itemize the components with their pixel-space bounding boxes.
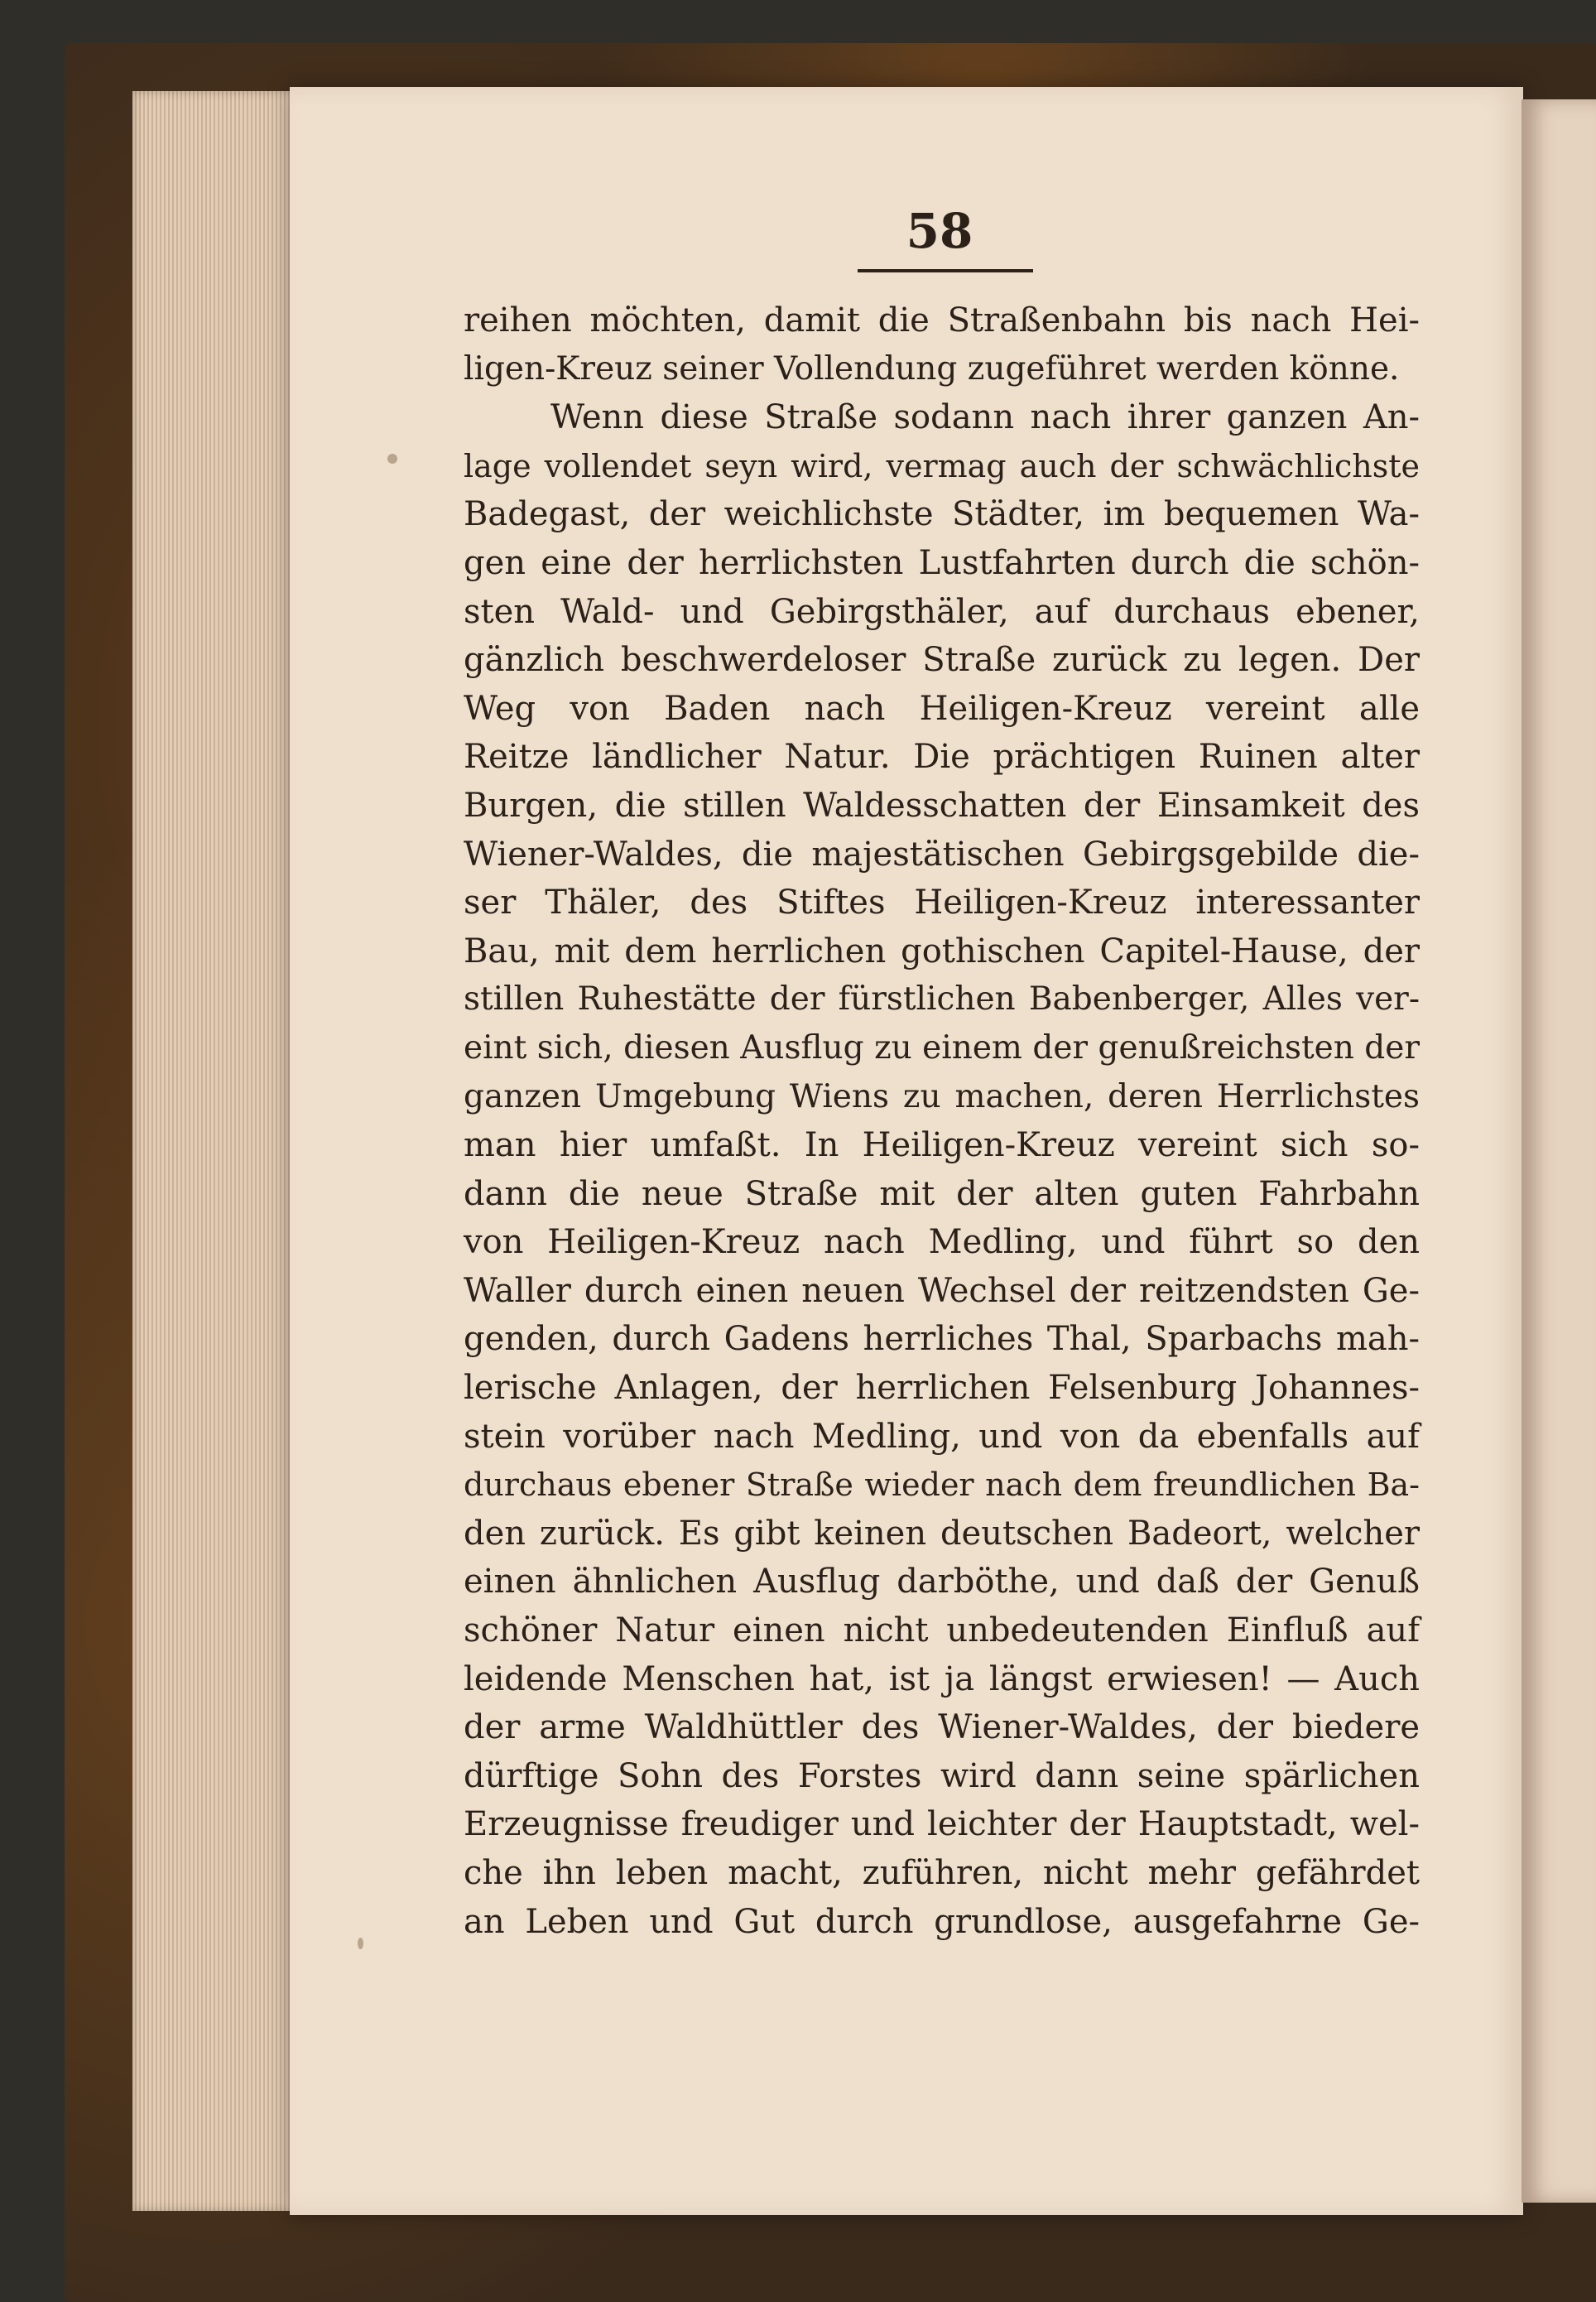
- text-line: der arme Waldhüttler des Wiener-Waldes, der biedere: [464, 1708, 1420, 1747]
- text-line: Badegast, der weichlichste Städter, im bequemen Wa-: [464, 495, 1420, 534]
- text-line: von Heiligen-Kreuz nach Medling, und führt so den: [464, 1223, 1420, 1262]
- text-line: ligen-Kreuz seiner Vollendung zugeführet werden könne.: [464, 349, 1400, 388]
- page-edges: [132, 91, 298, 2211]
- text-line: Waller durch einen neuen Wechsel der reitzendsten Ge-: [464, 1271, 1420, 1310]
- text-line: Wenn diese Straße sodann nach ihrer ganzen An-: [550, 398, 1420, 437]
- text-line: Burgen, die stillen Waldesschatten der Einsamkeit des: [464, 786, 1420, 825]
- text-line: Weg von Baden nach Heiligen-Kreuz vereint alle: [464, 689, 1420, 728]
- text-line: stillen Ruhestätte der fürstlichen Babenberger, Alles ver-: [464, 980, 1420, 1019]
- text-line: ser Thäler, des Stiftes Heiligen-Kreuz interessanter: [464, 884, 1420, 922]
- text-line: ganzen Umgebung Wiens zu machen, deren Herrlichstes: [464, 1077, 1420, 1115]
- text-line: gen eine der herrlichsten Lustfahrten durch die schön-: [464, 543, 1420, 582]
- text-line: che ihn leben macht, zuführen, nicht mehr gefährdet: [464, 1854, 1420, 1892]
- text-line: sten Wald- und Gebirgsthäler, auf durchaus ebener,: [464, 592, 1420, 631]
- text-line: einen ähnlichen Ausflug darböthe, und daß der Genuß: [464, 1563, 1420, 1601]
- text-line: den zurück. Es gibt keinen deutschen Badeort, welcher: [464, 1514, 1420, 1553]
- paper-speck: [358, 1938, 363, 1949]
- page-number-rule: [858, 269, 1033, 272]
- text-line: schöner Natur einen nicht unbedeutenden Einfluß auf: [464, 1611, 1420, 1650]
- paper-speck: [387, 454, 397, 464]
- text-line: man hier umfaßt. In Heiligen-Kreuz vereint sich so-: [464, 1126, 1420, 1165]
- text-line: durchaus ebener Straße wieder nach dem freundlichen Ba-: [464, 1466, 1420, 1504]
- text-line: Bau, mit dem herrlichen gothischen Capitel-Hause, der: [464, 932, 1420, 970]
- facing-page-edge: [1521, 99, 1596, 2203]
- text-line: eint sich, diesen Ausflug zu einem der genußreichsten der: [464, 1028, 1420, 1067]
- text-line: dürftige Sohn des Forstes wird dann seine spärlichen: [464, 1756, 1420, 1795]
- text-line: lerische Anlagen, der herrlichen Felsenburg Johannes-: [464, 1369, 1420, 1408]
- text-line: dann die neue Straße mit der alten guten Fahrbahn: [464, 1174, 1420, 1213]
- text-line: an Leben und Gut durch grundlose, ausgefahrne Ge-: [464, 1902, 1420, 1941]
- text-line: Reitze ländlicher Natur. Die prächtigen Ruinen alter: [464, 738, 1420, 777]
- text-line: reihen möchten, damit die Straßenbahn bis nach Hei-: [464, 301, 1420, 340]
- text-line: Wiener-Waldes, die majestätischen Gebirgsgebilde die-: [464, 835, 1420, 874]
- text-line: gänzlich beschwerdeloser Straße zurück zu legen. Der: [464, 641, 1420, 680]
- text-line: stein vorüber nach Medling, und von da ebenfalls auf: [464, 1417, 1420, 1456]
- text-line: Erzeugnisse freudiger und leichter der Hauptstadt, wel-: [464, 1805, 1420, 1844]
- text-line: genden, durch Gadens herrliches Thal, Sparbachs mah-: [464, 1320, 1420, 1359]
- page-body-text: [464, 296, 1420, 1946]
- text-line: lage vollendet seyn wird, vermag auch der schwächlichste: [464, 447, 1420, 484]
- page-number: 58: [906, 203, 973, 259]
- text-line: leidende Menschen hat, ist ja längst erwiesen! — Auch: [464, 1659, 1420, 1698]
